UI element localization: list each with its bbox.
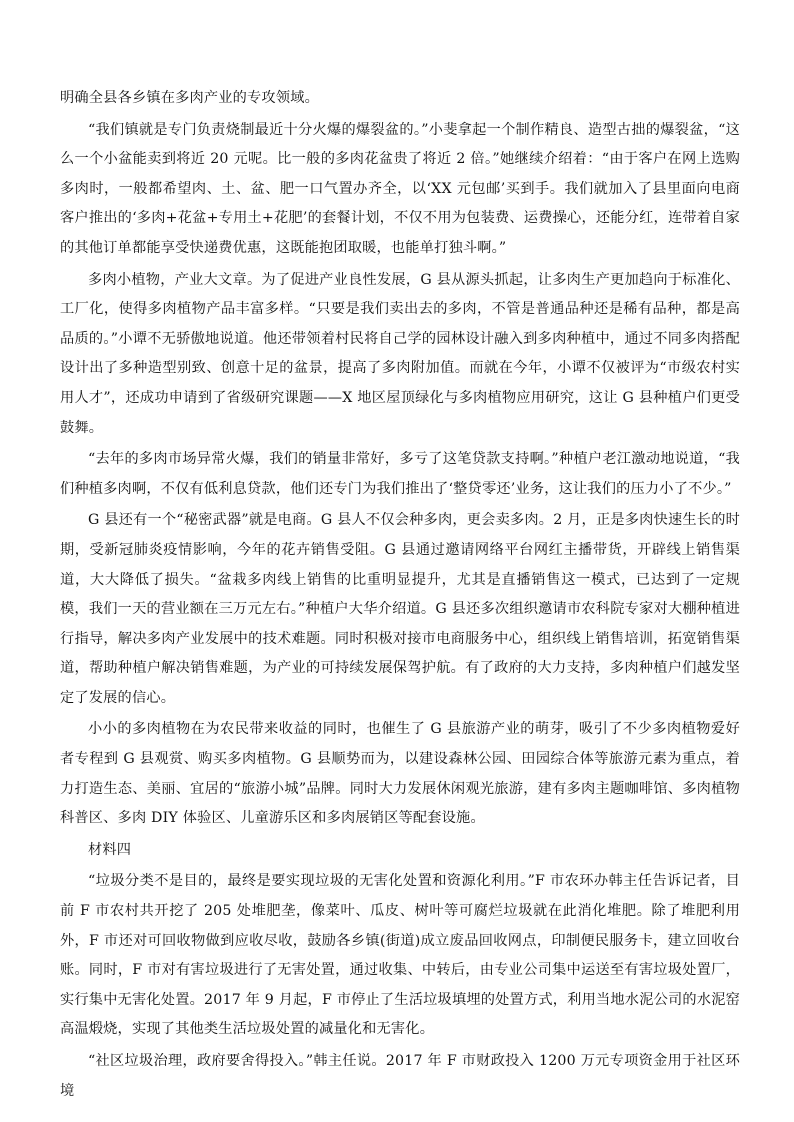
- paragraph-1: 明确全县各乡镇在多肉产业的专攻领域。: [60, 90, 319, 106]
- paragraph-6: 小小的多肉植物在为农民带来收益的同时，也催生了 G 县旅游产业的萌芽，吸引了不少多肉植物爱好者专程到 G 县观赏、购买多肉植物。G 县顺势而为，以建设森林公园、田园综合体等旅游元素为重点，着力打造生态、美丽、宜居的“旅游小城”品牌。同时大力发展休闲观光旅游，建有多肉主题咖啡馆、多肉植物科普区、多肉 DIY 体验区、儿童游乐区和多肉展销区等配套设施。: [60, 721, 740, 827]
- paragraph-2: “我们镇就是专门负责烧制最近十分火爆的爆裂盆的。”小斐拿起一个制作精良、造型古拙的爆裂盆，“这么一个小盆能卖到将近 20 元呢。比一般的多肉花盆贵了将近 2 倍。”她继续介绍着：“由于客户在网上选购多肉时，一般都希望肉、土、盆、肥一口气置办齐全，以‘XX 元包邮’买到手。我们就加入了县里面向电商客户推出的‘多肉+花盆+专用土+花肥’的套餐计划，不仅不用为包装费、运费操心，还能分红，连带着自家的其他订单都能享受快递费优惠，这既能抱团取暖，也能单打独斗啊。”: [60, 121, 740, 256]
- paragraph-5: G 县还有一个“秘密武器”就是电商。G 县人不仅会种多肉，更会卖多肉。2 月，正是多肉快速生长的时期，受新冠肺炎疫情影响，今年的花卉销售受阻。G 县通过邀请网络平台网红主播带货，开辟线上销售渠道，大大降低了损失。“盆栽多肉线上销售的比重明显提升，尤其是直播销售这一模式，已达到了一定规模，我们一天的营业额在三万元左右。”种植户大华介绍道。G 县还多次组织邀请市农科院专家对大棚种植进行指导，解决多肉产业发展中的技术难题。同时积极对接市电商服务中心，组织线上销售培训，拓宽销售渠道，帮助种植户解决销售难题，为产业的可持续发展保驾护航。有了政府的大力支持，多肉种植户们越发坚定了发展的信心。: [60, 512, 740, 706]
- paragraph-4: “去年的多肉市场异常火爆，我们的销量非常好，多亏了这笔贷款支持啊。”种植户老江激动地说道，“我们种植多肉啊，不仅有低利息贷款，他们还专门为我们推出了‘整贷零还’业务，这让我们的压力小了不少。”: [60, 451, 740, 497]
- paragraph-8: “社区垃圾治理，政府要舍得投入。”韩主任说。2017 年 F 市财政投入 1200 万元专项资金用于社区环境: [60, 1053, 740, 1099]
- section-heading-material-4: 材料四: [88, 841, 132, 858]
- document-body: [60, 84, 740, 1108]
- paragraph-3: 多肉小植物，产业大文章。为了促进产业良性发展，G 县从源头抓起，让多肉生产更加趋向于标准化、工厂化，使得多肉植物产品丰富多样。“只要是我们卖出去的多肉，不管是普通品种还是稀有品种，都是高品质的。”小谭不无骄傲地说道。他还带领着村民将自己学的园林设计融入到多肉种植中，通过不同多肉搭配设计出了多种造型别致、创意十足的盆景，提高了多肉附加值。而就在今年，小谭不仅被评为“市级农村实用人才”，还成功申请到了省级研究课题——X 地区屋顶绿化与多肉植物应用研究，这让 G 县种植户们更受鼓舞。: [60, 271, 740, 436]
- paragraph-7: “垃圾分类不是目的，最终是要实现垃圾的无害化处置和资源化利用。”F 市农环办韩主任告诉记者，目前 F 市农村共开挖了 205 处堆肥垄，像菜叶、瓜皮、树叶等可腐烂垃圾就在此消化堆肥。除了堆肥利用外，F 市还对可回收物做到应收尽收，鼓励各乡镇(街道)成立废品回收网点，印制便民服务卡，建立回收台账。同时，F 市对有害垃圾进行了无害处置，通过收集、中转后，由专业公司集中运送至有害垃圾处置厂，实行集中无害化处置。2017 年 9 月起，F 市停止了生活垃圾填埋的处置方式，利用当地水泥公司的水泥窑高温煅烧，实现了其他类生活垃圾处置的减量化和无害化。: [60, 873, 740, 1038]
